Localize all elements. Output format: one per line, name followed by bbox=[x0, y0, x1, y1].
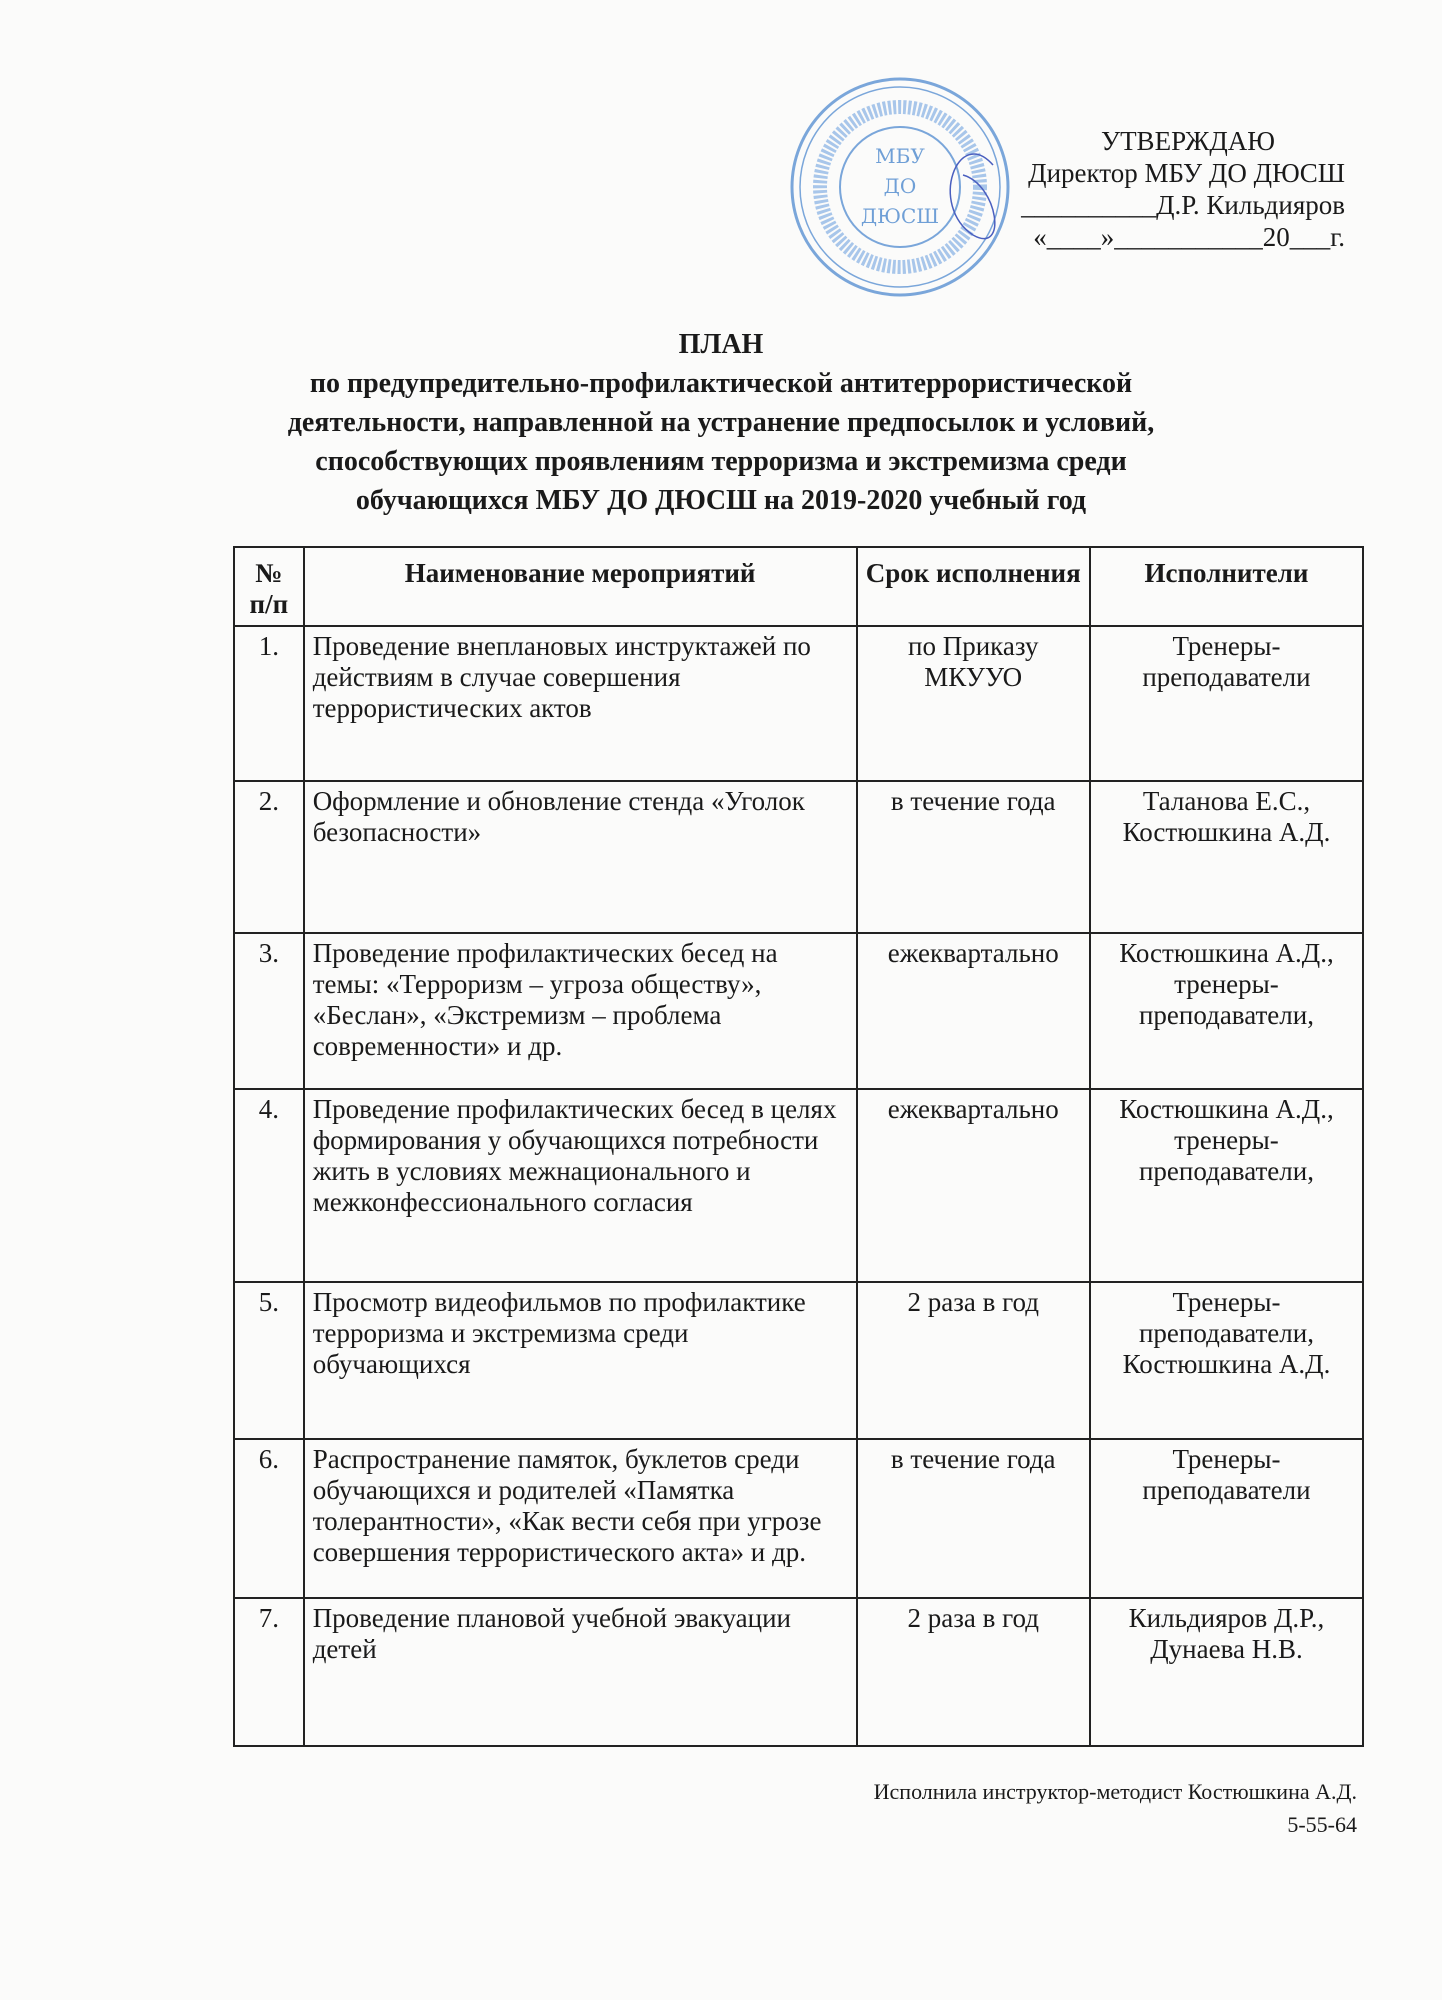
row-term: 2 раза в год bbox=[857, 1598, 1090, 1746]
table-header-row bbox=[234, 547, 1363, 626]
row-executors: Таланова Е.С., Костюшкина А.Д. bbox=[1090, 781, 1363, 933]
title-line: деятельности, направленной на устранение предпосылок и условий, bbox=[287, 407, 1155, 438]
svg-text:ДЮСШ: ДЮСШ bbox=[860, 204, 940, 228]
table-row bbox=[234, 1598, 1363, 1746]
document-title bbox=[150, 325, 1292, 520]
footer bbox=[874, 1775, 1357, 1841]
row-activity: Распространение памяток, буклетов среди обучающихся и родителей «Памятка толерантности», «Как вести себя при угрозе совершения террористического акта» и др. bbox=[304, 1439, 857, 1598]
official-stamp bbox=[788, 75, 1013, 300]
table-row bbox=[234, 1089, 1363, 1282]
row-number: 3. bbox=[234, 933, 304, 1089]
svg-text:ДО: ДО bbox=[883, 174, 917, 198]
row-number: 7. bbox=[234, 1598, 304, 1746]
row-executors: Тренеры-преподаватели bbox=[1090, 626, 1363, 781]
row-executors: Тренеры-преподаватели bbox=[1090, 1439, 1363, 1598]
row-number: 4. bbox=[234, 1089, 304, 1282]
footer-author: Исполнила инструктор-методист Костюшкина А.Д. bbox=[873, 1779, 1357, 1804]
row-executors: Костюшкина А.Д., тренеры-преподаватели, bbox=[1090, 933, 1363, 1089]
row-number: 6. bbox=[234, 1439, 304, 1598]
row-number: 5. bbox=[234, 1282, 304, 1439]
svg-text:МБУ: МБУ bbox=[875, 144, 925, 168]
row-activity: Проведение внеплановых инструктажей по действиям в случае совершения террористических актов bbox=[304, 626, 857, 781]
title-line: обучающихся МБУ ДО ДЮСШ на 2019-2020 учебный год bbox=[355, 485, 1087, 516]
approval-position: Директор МБУ ДО ДЮСШ bbox=[1028, 158, 1345, 188]
row-term: по Приказу МКУУО bbox=[857, 626, 1090, 781]
row-term: 2 раза в год bbox=[857, 1282, 1090, 1439]
approval-block bbox=[1000, 125, 1345, 253]
row-activity: Оформление и обновление стенда «Уголок безопасности» bbox=[304, 781, 857, 933]
row-number: 1. bbox=[234, 626, 304, 781]
row-activity: Проведение профилактических бесед в целях формирования у обучающихся потребности жить в условиях межнационального и межконфессионального согласия bbox=[304, 1089, 857, 1282]
header-term: Срок исполнения bbox=[857, 547, 1090, 626]
header-executors: Исполнители bbox=[1090, 547, 1363, 626]
row-activity: Просмотр видеофильмов по профилактике терроризма и экстремизма среди обучающихся bbox=[304, 1282, 857, 1439]
header-number: № п/п bbox=[234, 547, 304, 626]
title-line: ПЛАН bbox=[678, 329, 764, 360]
title-line: способствующих проявлениям терроризма и экстремизма среди bbox=[315, 446, 1127, 477]
approval-heading: УТВЕРЖДАЮ bbox=[1100, 126, 1275, 156]
table-row bbox=[234, 1282, 1363, 1439]
row-term: в течение года bbox=[857, 781, 1090, 933]
row-activity: Проведение плановой учебной эвакуации детей bbox=[304, 1598, 857, 1746]
row-term: ежеквартально bbox=[857, 1089, 1090, 1282]
row-executors: Костюшкина А.Д., тренеры-преподаватели, bbox=[1090, 1089, 1363, 1282]
table-row bbox=[234, 781, 1363, 933]
table-row bbox=[234, 1439, 1363, 1598]
row-number: 2. bbox=[234, 781, 304, 933]
approval-signature-line: __________Д.Р. Кильдияров bbox=[1021, 190, 1345, 220]
footer-phone: 5-55-64 bbox=[1287, 1812, 1357, 1837]
row-executors: Тренеры-преподаватели, Костюшкина А.Д. bbox=[1090, 1282, 1363, 1439]
plan-table bbox=[233, 546, 1364, 1747]
table-row bbox=[234, 626, 1363, 781]
row-term: ежеквартально bbox=[857, 933, 1090, 1089]
header-name: Наименование мероприятий bbox=[304, 547, 857, 626]
title-line: по предупредительно-профилактической антитеррористической bbox=[309, 368, 1133, 399]
row-activity: Проведение профилактических бесед на темы: «Терроризм – угроза обществу», «Беслан», «Экстремизм – проблема современности» и др. bbox=[304, 933, 857, 1089]
approval-date-line: «____»___________20___г. bbox=[1033, 222, 1345, 252]
row-term: в течение года bbox=[857, 1439, 1090, 1598]
row-executors: Кильдияров Д.Р., Дунаева Н.В. bbox=[1090, 1598, 1363, 1746]
table-row bbox=[234, 933, 1363, 1089]
